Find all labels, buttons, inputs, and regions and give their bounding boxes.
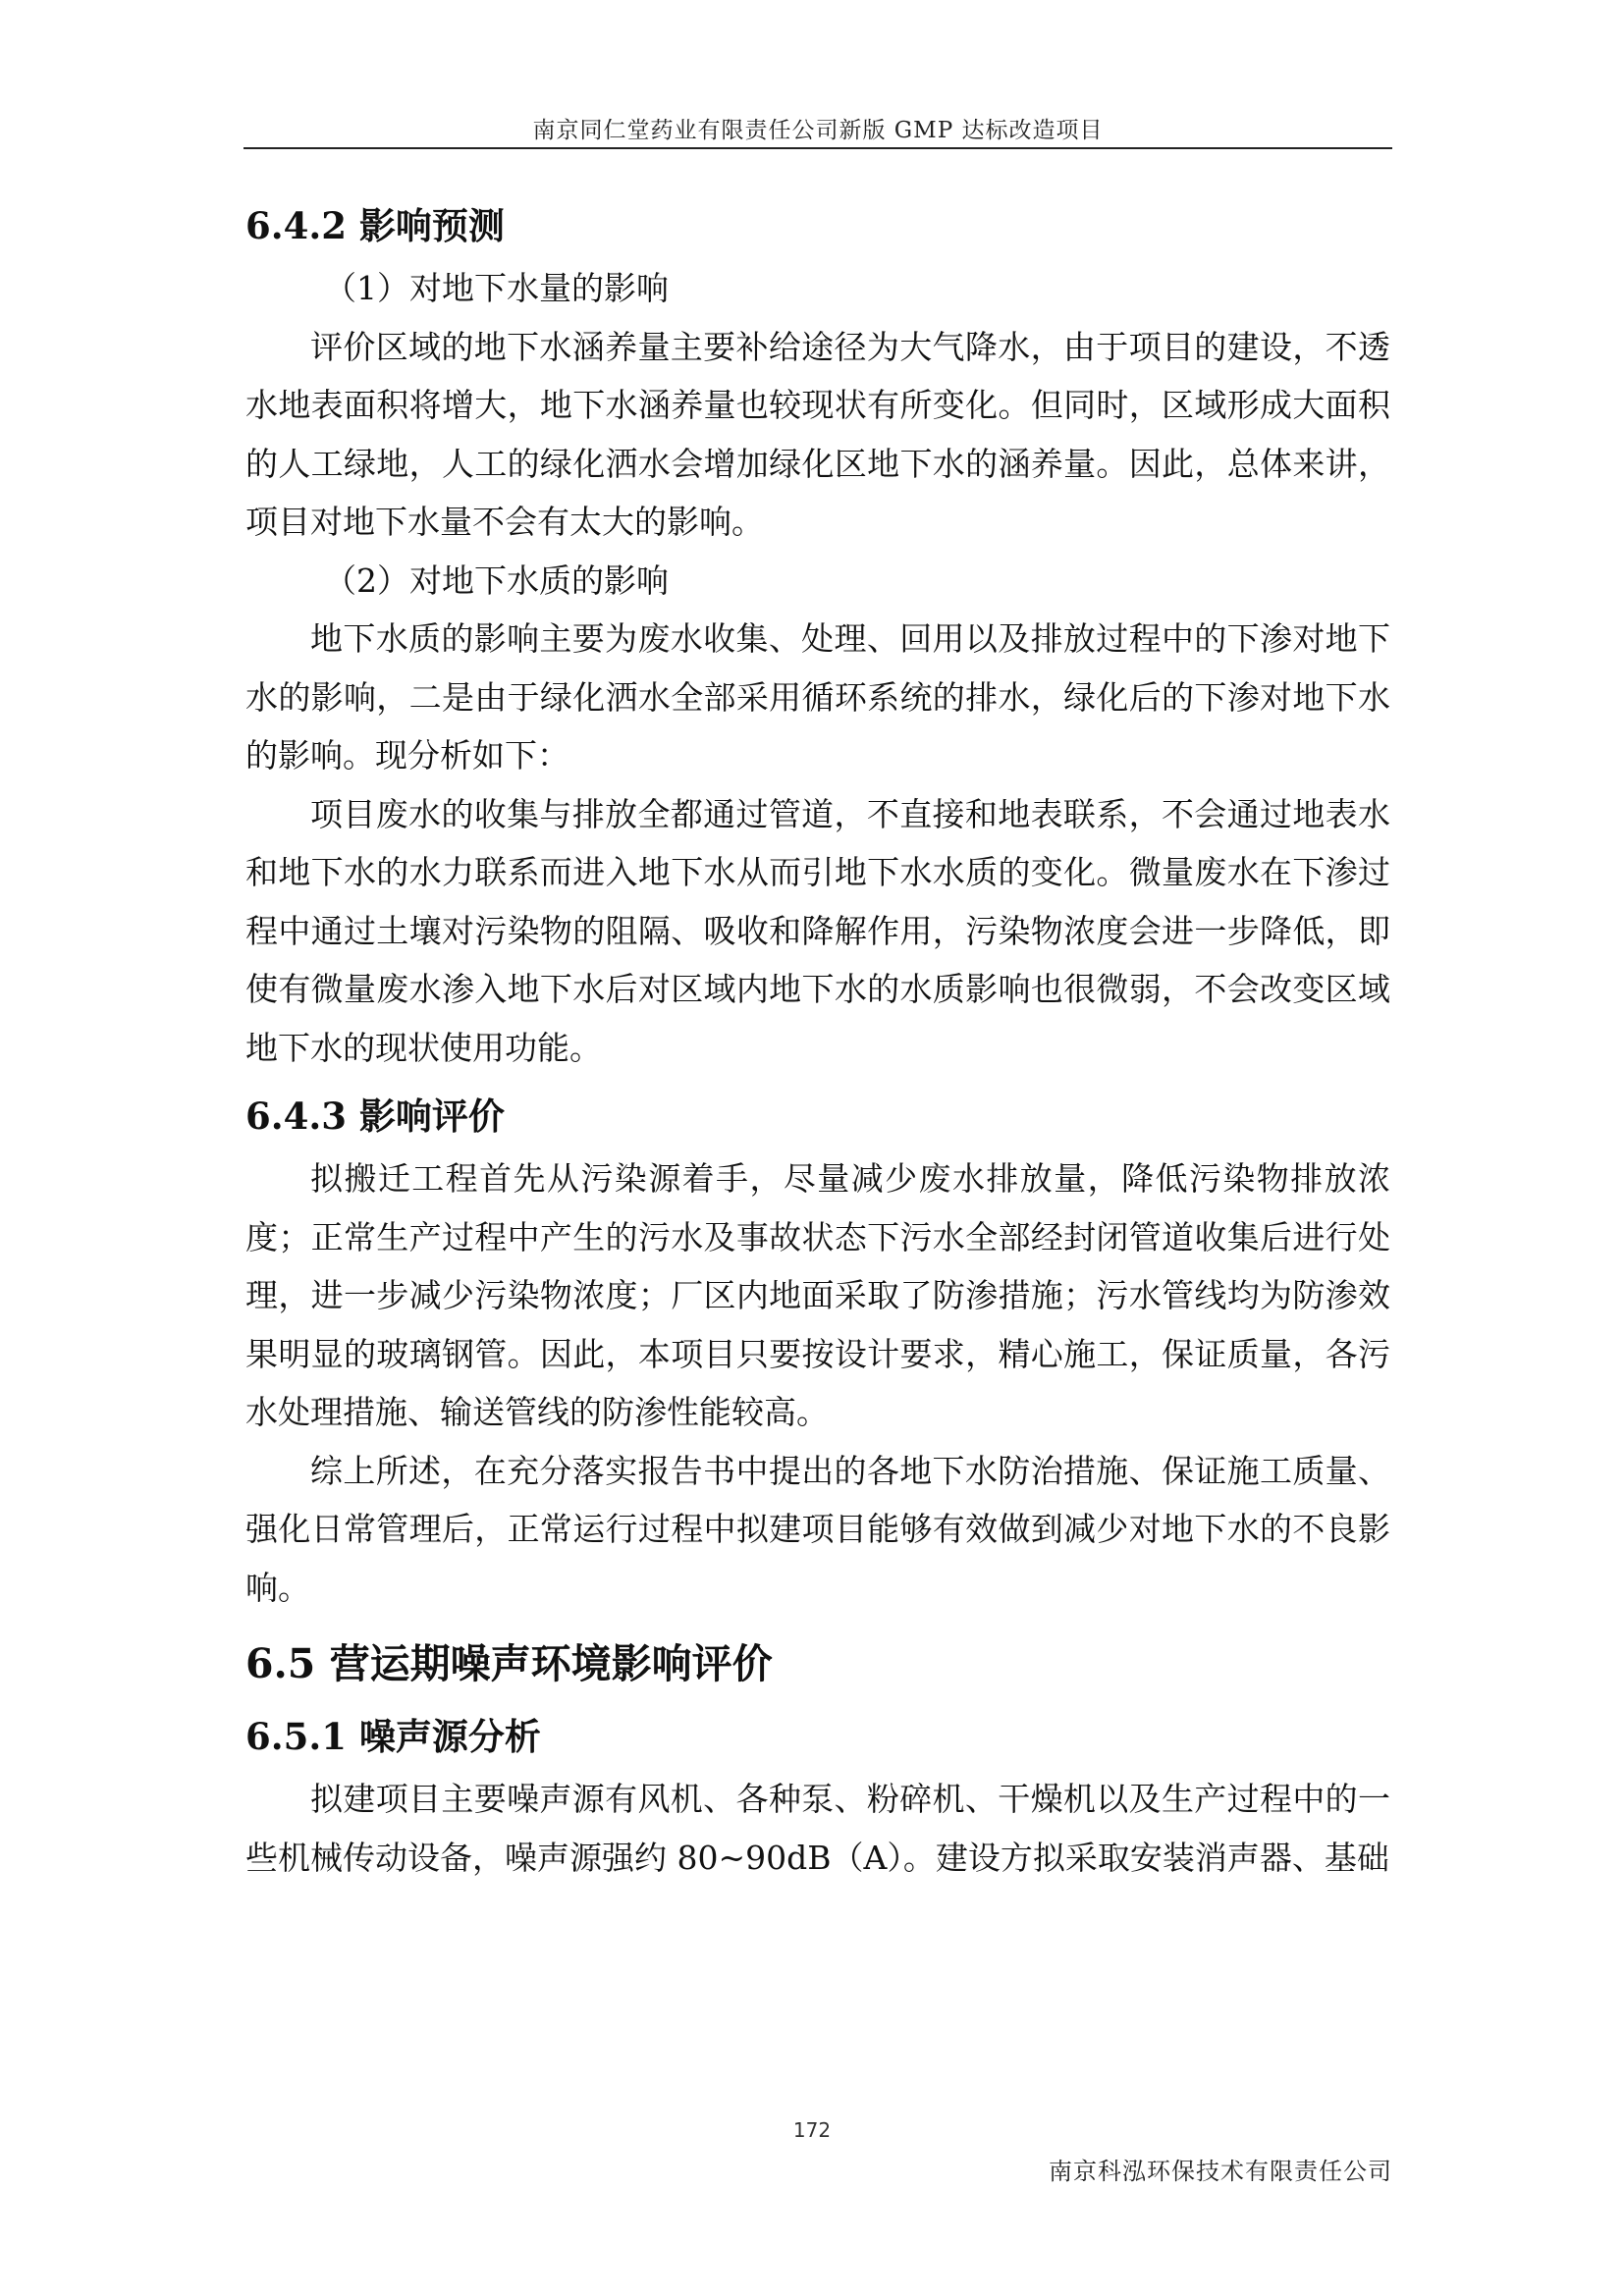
paragraph: 项目废水的收集与排放全都通过管道，不直接和地表联系，不会通过地表水和地下水的水力联系而进入地下水从而引地下水水质的变化。微量废水在下渗过程中通过土壤对污染物的阻隔、吸收和降解作用，污染物浓度会进一步降低，即使有微量废水渗入地下水后对区域内地下水的水质影响也很微弱，不会改变区域地下水的现状使用功能。	[245, 794, 1390, 1067]
subheading-groundwater-quality: （2）对地下水质的影响	[324, 561, 669, 600]
footer-company: 南京科泓环保技术有限责任公司	[1049, 2158, 1392, 2185]
subheading-groundwater-quantity: （1）对地下水量的影响	[324, 269, 669, 307]
paragraph: 地下水质的影响主要为废水收集、处理、回用以及排放过程中的下渗对地下水的影响，二是由于绿化洒水全部采用循环系统的排水，绿化后的下渗对地下水的影响。现分析如下：	[245, 619, 1390, 774]
section-heading-6-5: 6.5 营运期噪声环境影响评价	[245, 1640, 773, 1687]
paragraph: 拟建项目主要噪声源有风机、各种泵、粉碎机、干燥机以及生产过程中的一些机械传动设备，噪声源强约 80~90dB（A）。建设方拟采取安装消声器、基础	[245, 1780, 1390, 1877]
paragraph: 拟搬迁工程首先从污染源着手，尽量减少废水排放量，降低污染物排放浓度；正常生产过程中产生的污水及事故状态下污水全部经封闭管道收集后进行处理，进一步减少污染物浓度；厂区内地面采取了防渗措施；污水管线均为防渗效果明显的玻璃钢管。因此，本项目只要按设计要求，精心施工，保证质量，各污水处理措施、输送管线的防渗性能较高。	[245, 1159, 1390, 1431]
section-heading-6-4-3: 6.4.3 影响评价	[245, 1095, 505, 1138]
paragraph: 综上所述，在充分落实报告书中提出的各地下水防治措施、保证施工质量、强化日常管理后，正常运行过程中拟建项目能够有效做到减少对地下水的不良影响。	[245, 1451, 1390, 1607]
paragraph: 评价区域的地下水涵养量主要补给途径为大气降水，由于项目的建设，不透水地表面积将增大，地下水涵养量也较现状有所变化。但同时，区域形成大面积的人工绿地，人工的绿化洒水会增加绿化区地下水的涵养量。因此，总体来讲，项目对地下水量不会有太大的影响。	[245, 327, 1390, 541]
header-divider	[244, 147, 1392, 149]
running-header: 南京同仁堂药业有限责任公司新版 GMP 达标改造项目	[532, 118, 1104, 143]
page-body	[245, 187, 1390, 1887]
page-number: 172	[792, 2118, 832, 2142]
section-heading-6-5-1: 6.5.1 噪声源分析	[245, 1715, 541, 1758]
section-heading-6-4-2: 6.4.2 影响预测	[245, 204, 505, 247]
